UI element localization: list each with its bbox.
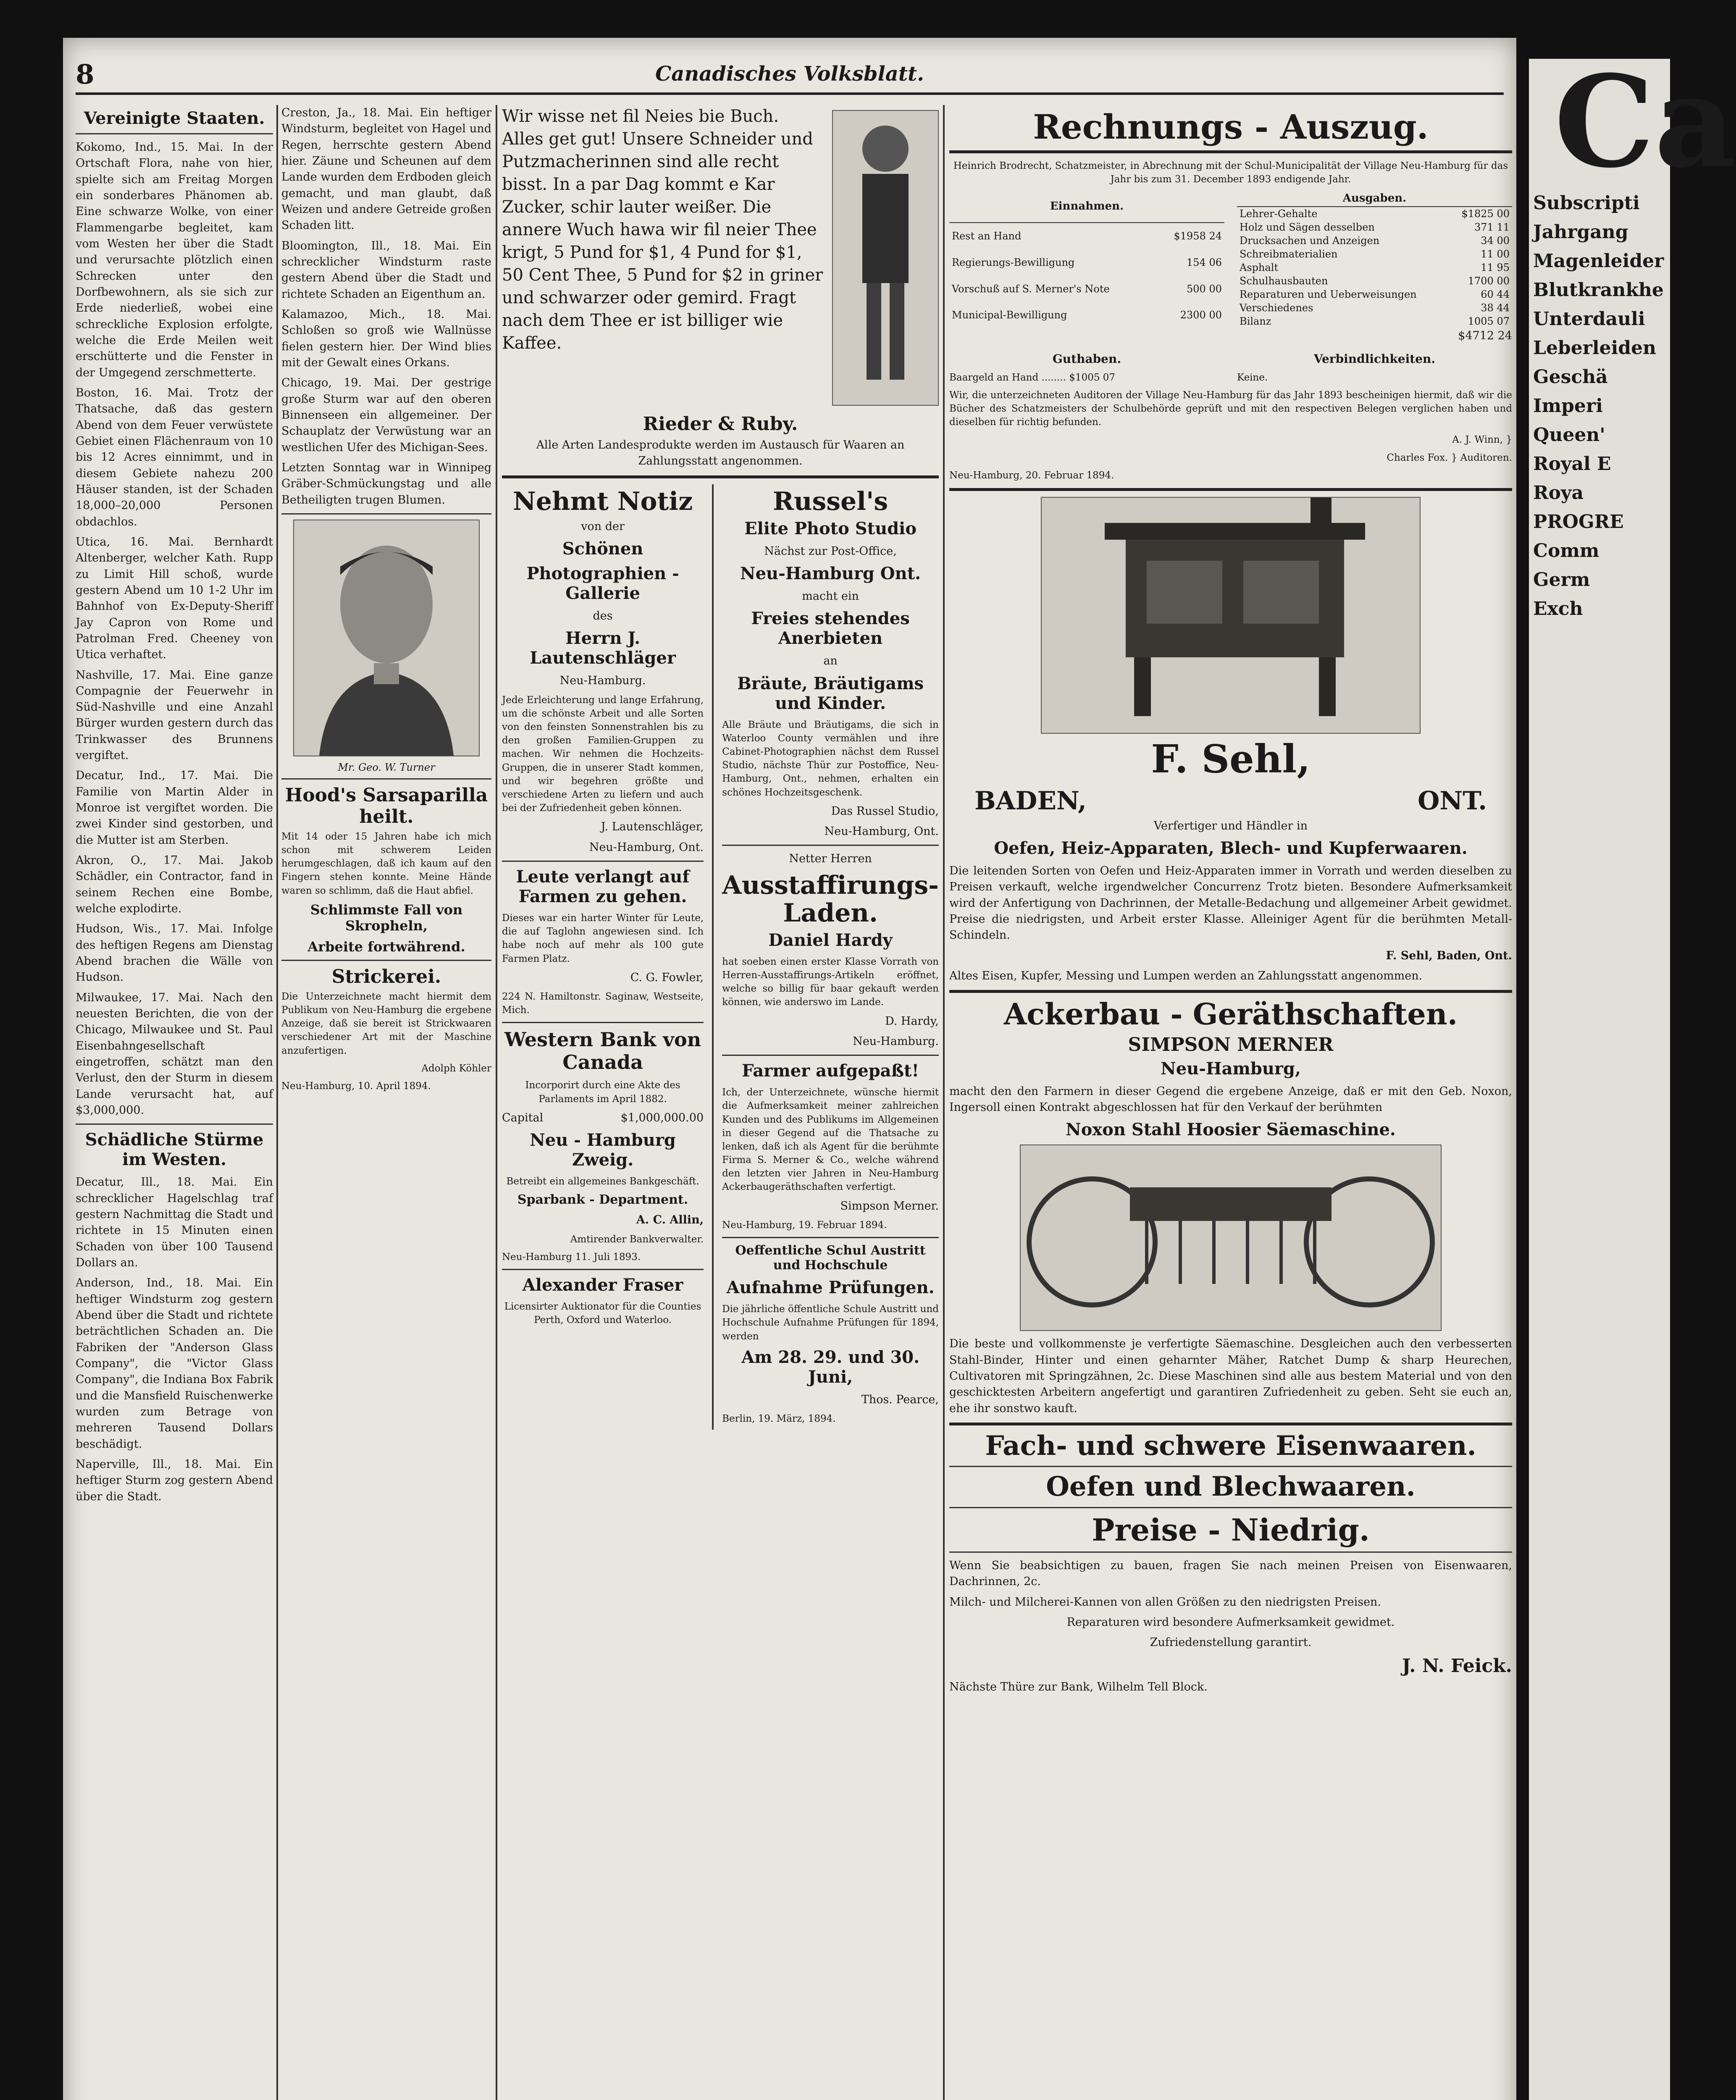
preise-title: Preise - Niedrig.: [1092, 1512, 1370, 1548]
expense-label: Drucksachen und Anzeigen: [1240, 235, 1380, 247]
notiz-title: Nehmt Notiz: [512, 486, 693, 516]
acker-title: Ackerbau - Geräthschaften.: [1003, 997, 1458, 1032]
account-intro: Heinrich Brodrecht, Schatzmeister, in Abrechnung mit der Schul-Municipalität der Village Neu-Hamburg für das Jahr bis zum 31. December 1893 endigende Jahr.: [953, 160, 1508, 185]
article-paragraph: Milwaukee, 17. Mai. Nach den neuesten Berichten, die von der Chicago, Milwaukee und St. Paul Eisenbahngesellschaft eingetroffen, schätzt man den Verlust, den der Sturm in diesem Lande verursacht hat, auf $3,000,000.: [76, 991, 273, 1117]
adjacent-page-item: Royal E: [1533, 453, 1611, 475]
expense-value: 1700 00: [1468, 275, 1510, 287]
notiz-signature: J. Lautenschläger,: [601, 820, 704, 834]
income-value: 2300 00: [1180, 309, 1222, 321]
tea-ad-note: Alle Arten Landesprodukte werden im Austausch für Waaren an Zahlungsstatt angenommen.: [536, 438, 905, 468]
eisen-text: Zufriedenstellung garantirt.: [1150, 1636, 1312, 1649]
account-total: $4712 24: [1458, 329, 1512, 343]
acker-product: Noxon Stahl Hoosier Säemaschine.: [1066, 1120, 1396, 1140]
balance-row: [949, 349, 1512, 388]
expense-value: 1005 07: [1468, 315, 1510, 328]
notiz-line: Herrn J. Lautenschläger: [530, 628, 676, 668]
school-date: Berlin, 19. März, 1894.: [722, 1413, 836, 1425]
expense-label: Lehrer-Gehalte: [1240, 208, 1318, 220]
sehl-name: F. Sehl,: [1151, 736, 1311, 782]
expense-label: Bilanz: [1240, 315, 1271, 328]
eisen-signature: J. N. Feick.: [1402, 1655, 1512, 1677]
portrait-caption: Mr. Geo. W. Turner: [338, 761, 435, 773]
article-paragraph: Anderson, Ind., 18. Mai. Ein heftiger Windsturm zog gestern Abend über die Stadt und richtete beträchtlichen Schaden an. Die Fabriken der "Anderson Glass Company", die "Victor Glass Company", die Indiana Box Fabrik und die Mansfield Ruischenwerke wurden zum Betrage von mehreren Tausend Dollars beschädigt.: [76, 1276, 273, 1451]
acker-text: macht den den Farmern in dieser Gegend die ergebene Anzeige, daß er mit den Geb. Noxon, Ingersoll einen Kontrakt abgeschlossen hat für den Verkauf der berühmten: [949, 1084, 1512, 1114]
fraser-title: Alexander Fraser: [522, 1275, 683, 1295]
boy-figure-icon: [833, 111, 938, 405]
column-1: [76, 105, 273, 2100]
article-paragraph: Akron, O., 17. Mai. Jakob Schädler, ein Contractor, fand in seinem Rechen eine Bombe, welche explodirte.: [76, 854, 273, 916]
hoods-text: Mit 14 oder 15 Jahren habe ich mich schon mit schwerem Leiden herumgeschlagen, daß ich kaum auf den Fingern stehen konnte. Meine Hände waren so schlimm, daß die Haut abfiel.: [281, 831, 491, 896]
income-label: Rest an Hand: [952, 230, 1022, 242]
table-row: [949, 276, 1224, 302]
adjacent-page-item: Geschä: [1533, 366, 1608, 388]
account-text: Wir, die unterzeichneten Auditoren der Village Neu-Hamburg für das Jahr 1893 bescheinigen hiermit, daß wir die Bücher des Schatzmeisters der Schulbehörde geprüft und mit den respectiven Belegen verglichen haben und dieselben für richtig befunden.: [949, 389, 1512, 428]
article-paragraph: Naperville, Ill., 18. Mai. Ein heftiger Sturm zog gestern Abend über die Stadt.: [76, 1457, 273, 1503]
acker-text2: Die beste und vollkommenste je verfertigte Säemaschine. Desgleichen auch den verbesserten Stahl-Binder, Hinter und einen geharnter Mäher, Ratchet Dump & sharp Heurechen, Cultivatoren mit Springzähnen, 2c. Diese Maschinen sind alle aus bestem Material und von den geschicktesten Arbeitern angefertigt und garantiren Zufriedenheit zu geben. Seht sie euch an, ehe ihr sonstwo kauft.: [949, 1337, 1512, 1415]
subcolumn-left: [502, 484, 704, 1430]
bank-title: Western Bank von Canada: [504, 1028, 701, 1074]
liabilities-line: Keine.: [1237, 372, 1268, 383]
expense-value: 11 95: [1481, 262, 1510, 274]
income-value: 500 00: [1187, 283, 1222, 295]
income-value: $1958 24: [1174, 230, 1222, 242]
adjacent-page-item: Unterdauli: [1533, 308, 1645, 330]
notiz-line: des: [593, 609, 613, 622]
stove-icon: [1042, 498, 1420, 733]
income-label: Regierungs-Bewilligung: [952, 257, 1075, 269]
school-title: Oeffentliche Schul Austritt und Hochschule: [735, 1243, 926, 1273]
hoods-subheading: Schlimmste Fall von Skropheln,: [310, 901, 463, 934]
russel-line: Elite Photo Studio: [744, 518, 917, 538]
adjacent-page-item: Subscripti: [1533, 192, 1640, 214]
farm-address: 224 N. Hamiltonstr. Saginaw, Westseite, Mich.: [502, 991, 704, 1016]
table-row: [1237, 247, 1512, 261]
tea-ad: [502, 105, 939, 411]
school-dates: Am 28. 29. und 30. Juni,: [741, 1347, 920, 1387]
income-label: Vorschuß auf S. Merner's Note: [952, 283, 1110, 295]
paper-name: Canadisches Volksblatt.: [655, 62, 924, 86]
sehl-sub: Verfertiger und Händler in: [1153, 819, 1308, 832]
section-heading: Vereinigte Staaten.: [84, 108, 265, 128]
bank-branch: Neu - Hamburg Zweig.: [530, 1130, 676, 1170]
notiz-text: Jede Erleichterung und lange Erfahrung, um die schönste Arbeit und alle Sorten von den feinsten Sonnenstrahlen bis zu den großen Familien-Gruppen zu machen. Wir nehmen die Hochzeits-Gruppen, die in unserer Stadt kommen, und wir begehren größte und verschiedene Arten zu liefern und auch bei der Zufriedenheit geben können.: [502, 694, 704, 814]
adjacent-page-item: Blutkrankhe: [1533, 279, 1664, 301]
income-table: [949, 190, 1224, 328]
eisen-text: Reparaturen wird besondere Aufmerksamkeit gewidmet.: [1066, 1615, 1395, 1629]
account-signature: Charles Fox. } Auditoren.: [1387, 452, 1512, 463]
article-paragraph: Bloomington, Ill., 18. Mai. Ein schrecklicher Windsturm raste gestern Abend über die Stadt und richtete Schaden an Eigenthum an.: [281, 239, 491, 301]
russel-line: Bräute, Bräutigams und Kinder.: [737, 673, 924, 713]
russel-line: Nächst zur Post-Office,: [764, 544, 897, 558]
liabilities-block: [1237, 349, 1512, 388]
farmer-date: Neu-Hamburg, 19. Februar 1894.: [722, 1219, 887, 1231]
russel-line: Freies stehendes Anerbieten: [751, 609, 910, 648]
expense-label: Schreibmaterialien: [1240, 248, 1338, 260]
outfit-pre: Netter Herren: [789, 852, 872, 866]
strickerei-signature: Adolph Köhler: [421, 1063, 491, 1074]
bank-text: Incorporirt durch eine Akte des Parlaments im April 1882.: [525, 1080, 680, 1105]
account-title: Rechnungs - Auszug.: [1033, 107, 1429, 147]
adjacent-page-item: Queen': [1533, 424, 1605, 446]
newspaper-page: [63, 38, 1516, 2100]
eisen-text: Wenn Sie beabsichtigen zu bauen, fragen Sie nach meinen Preisen von Eisenwaaren, Dachrinnen, 2c.: [949, 1559, 1512, 1588]
russel-signature: Neu-Hamburg, Ont.: [824, 825, 939, 838]
column-3: [502, 105, 939, 2100]
adjacent-page-item: Exch: [1533, 598, 1583, 620]
article-paragraph: Creston, Ja., 18. Mai. Ein heftiger Windsturm, begleitet von Hagel und Regen, herrschte gestern Abend hier. Zäune und Scheunen auf dem Lande wurden dem Erdboden gleich gemacht, und man glaubt, daß Weizen und andere Getreide großen Schaden litt.: [281, 106, 491, 232]
section-heading: Schädliche Stürme im Westen.: [85, 1130, 264, 1170]
bank-dept: Sparbank - Department.: [517, 1192, 688, 1208]
outfit-signature: D. Hardy,: [885, 1014, 939, 1028]
outfit-title: Ausstaffirungs-Laden.: [722, 870, 939, 928]
russel-text: Alle Bräute und Bräutigams, die sich in Waterloo County vermählen und ihre Cabinet-Photographien nächst dem Russel Studio, nächste Thür zur Postoffice, Neu-Hamburg, Ont., nehmen, erhalten ein schönes Hochzeitsgeschenk.: [722, 719, 939, 798]
outfit-name: Daniel Hardy: [768, 930, 893, 950]
seed-drill-icon: [1021, 1145, 1441, 1330]
expense-value: 34 00: [1481, 235, 1510, 247]
tea-ad-signature: Rieder & Ruby.: [643, 413, 798, 435]
expense-label: Asphalt: [1240, 262, 1279, 274]
account-date: Neu-Hamburg, 20. Februar 1894.: [949, 470, 1114, 481]
bank-date: Neu-Hamburg 11. Juli 1893.: [502, 1251, 641, 1263]
table-row: [1237, 301, 1512, 315]
adjacent-page-title: Ca: [1554, 47, 1736, 196]
expense-head: Ausgaben.: [1237, 190, 1512, 207]
table-row: [1237, 315, 1512, 328]
subcolumn-divider: [712, 484, 714, 1430]
expense-value: 11 00: [1481, 248, 1510, 260]
adjacent-page-item: Leberleiden: [1533, 337, 1657, 359]
table-row: [949, 223, 1224, 249]
article-paragraph: Decatur, Ill., 18. Mai. Ein schrecklicher Hagelschlag traf gestern Nachmittag die Stadt und richtete in 15 Minuten einen Schaden von über 100 Tausend Dollars an.: [76, 1176, 273, 1269]
expense-value: $1825 00: [1461, 208, 1510, 220]
sehl-location: [949, 784, 1512, 818]
table-row: [949, 249, 1224, 276]
russel-line: macht ein: [802, 589, 859, 603]
adjacent-page-item: Comm: [1533, 540, 1599, 562]
bank-capital: [502, 1110, 704, 1126]
assets-block: [949, 349, 1224, 388]
sehl-place: BADEN,: [974, 786, 1087, 816]
expense-label: Holz und Sägen desselben: [1240, 221, 1375, 234]
bank-signature: Amtirender Bankverwalter.: [570, 1234, 704, 1245]
notiz-line: Neu-Hamburg.: [559, 674, 646, 688]
table-row: [1237, 220, 1512, 234]
sehl-note: Altes Eisen, Kupfer, Messing und Lumpen werden an Zahlungsstatt angenommen.: [949, 969, 1423, 982]
page-number: 8: [76, 59, 95, 90]
article-paragraph: Nashville, 17. Mai. Eine ganze Compagnie der Feuerwehr in Süd-Nashville und eine Anzahl Bürger wurden gestern durch das Trinkwasser des Brunnens vergiftet.: [76, 668, 273, 762]
sehl-province: ONT.: [1418, 786, 1487, 816]
article-paragraph: Boston, 16. Mai. Trotz der Thatsache, daß das gestern Abend von dem Feuer verwüstete Gebiet einen Flächenraum von 10 bis 12 Acres einnimmt, und in diesem Gebiete nahezu 200 Häuser standen, ist der Schaden 18,000–20,000 Personen obdachlos.: [76, 386, 273, 528]
assets-head: Guthaben.: [1052, 352, 1121, 366]
adjacent-page-item: Magenleider: [1533, 250, 1664, 272]
bank-signature: A. C. Allin,: [636, 1213, 704, 1227]
table-row: [1237, 234, 1512, 247]
sehl-signature: F. Sehl, Baden, Ont.: [1386, 949, 1512, 962]
expense-value: 371 11: [1474, 221, 1510, 234]
ofen-title: Oefen und Blechwaaren.: [1046, 1471, 1416, 1503]
stove-illustration: [1041, 497, 1421, 734]
portrait-icon: [294, 520, 479, 756]
table-row: [1237, 261, 1512, 274]
sehl-text: Die leitenden Sorten von Oefen und Heiz-Apparaten immer in Vorrath und werden dieselben zu Preisen verkauft, welche irgendwelcher Concurrenz Trotz bieten. Besondere Aufmerksamkeit wird der Anfertigung von Dachrinnen, der Metalle-Bedachung und allgemeiner Arbeit gewidmet. Preise die niedrigsten, und Arbeit erster Klasse. Alleiniger Agent für die berühmten Metall-Schindeln.: [949, 864, 1512, 942]
acker-place: Neu-Hamburg,: [1161, 1058, 1301, 1079]
farmer-title: Farmer aufgepaßt!: [742, 1061, 919, 1081]
adjacent-page: [1529, 47, 1736, 2100]
fraser-text: Licensirter Auktionator für die Counties Perth, Oxford und Waterloo.: [504, 1301, 701, 1326]
article-paragraph: Kokomo, Ind., 15. Mai. In der Ortschaft Flora, nahe von hier, spielte sich am Freitag Morgen ein sonderbares Phänomen ab. Eine schwarze Wolke, von einer Flammengarbe begleitet, kam vom Westen her über die Stadt und verursachte plötzlich einen Schrecken unter den Dorfbewohnern, als sie sich zur Erde niederließ, wobei eine schreckliche Explosion erfolgte, welche die Erde Meilen weit erschütterte und die Fenster in der Umgegend zerschmetterte.: [76, 141, 273, 379]
farm-text: Dieses war ein harter Winter für Leute, die auf Taglohn angewiesen sind. Ich habe noch auf mehr als 100 gute Farmen Platz.: [502, 912, 704, 964]
account-tables: [949, 190, 1512, 328]
table-row: [1237, 288, 1512, 301]
farm-signature: C. G. Fowler,: [630, 971, 704, 984]
notiz-line: Schönen: [562, 538, 643, 559]
expense-label: Verschiedenes: [1240, 302, 1313, 314]
russel-signature: Das Russel Studio,: [831, 804, 939, 818]
tea-ad-text: Wir wisse net fil Neies bie Buch. Alles get gut! Unsere Schneider und Putzmacherinnen sind alle recht bisst. In a par Dag kommt e Kar Zucker, schir lauter weißer. Die annere Wuch hawa wir fil neier Thee krigt, 5 Pund for $1, 4 Pund for $1, 50 Cent Thee, 5 Pund for $2 in griner und schwarzer oder gemird. Fragt nach dem Thee er ist billiger wie Kaffee.: [502, 107, 823, 353]
sehl-goods: Oefen, Heiz-Apparaten, Blech- und Kupferwaaren.: [994, 838, 1468, 858]
acker-firm: SIMPSON MERNER: [1128, 1034, 1334, 1055]
column-4: [949, 105, 1512, 2100]
adjacent-page-item: Roya: [1533, 482, 1584, 504]
school-signature: Thos. Pearce,: [861, 1393, 939, 1406]
boy-illustration: [832, 110, 939, 406]
expense-value: 60 44: [1481, 289, 1510, 301]
table-row: [1237, 207, 1512, 220]
article-paragraph: Kalamazoo, Mich., 18. Mai. Schloßen so groß wie Wallnüsse fielen gestern hier. Der Wind blies mit der Gewalt eines Orkans.: [281, 307, 491, 369]
expense-value: 38 44: [1481, 302, 1510, 314]
adjacent-page-item: Imperi: [1533, 395, 1603, 417]
farmer-signature: Simpson Merner.: [840, 1199, 939, 1213]
hoods-title: Hood's Sarsaparilla heilt.: [285, 784, 488, 827]
article-paragraph: Chicago, 19. Mai. Der gestrige große Sturm war auf den oberen Binnenseen ein allgemeiner. Der Schauplatz der Verwüstung war an westlichen Ufer des Michigan-Sees.: [281, 376, 491, 454]
income-head: Einnahmen.: [949, 190, 1224, 222]
column-2: [281, 105, 491, 2100]
article-paragraph: Letzten Sonntag war in Winnipeg Gräber-Schmückungstag und alle Betheiligten trugen Blumen.: [281, 461, 491, 507]
bank-capital-label: Capital: [502, 1111, 544, 1124]
outfit-signature: Neu-Hamburg.: [853, 1034, 939, 1048]
article-paragraph: Decatur, Ind., 17. Mai. Die Familie von Martin Alder in Monroe ist vergiftet worden. Die zwei Kinder sind gestorben, und die Mutter ist am Sterben.: [76, 769, 273, 847]
russel-line: Neu-Hamburg Ont.: [740, 563, 921, 583]
adjacent-page-item: Germ: [1533, 569, 1590, 591]
strickerei-title: Strickerei.: [331, 966, 441, 987]
eisen-address: Nächste Thüre zur Bank, Wilhelm Tell Block.: [949, 1680, 1208, 1693]
school-title: Aufnahme Prüfungen.: [726, 1278, 935, 1298]
assets-line: Baargeld an Hand ........ $1005 07: [949, 372, 1116, 383]
strickerei-text: Die Unterzeichnete macht hiermit dem Publikum von Neu-Hamburg die ergebene Anzeige, daß sie bereit ist Strickwaaren verschiedener Art mit der Maschine anzufertigen.: [281, 991, 491, 1056]
expense-table: [1237, 190, 1512, 328]
outfit-text: hat soeben einen erster Klasse Vorrath von Herren-Ausstaffirungs-Artikeln eröffnet, welche so billig für baar gekauft werden können, wie anderswo im Lande.: [722, 956, 939, 1008]
table-row: [949, 302, 1224, 328]
ad-subcolumns: [502, 484, 939, 1430]
column-divider: [496, 105, 497, 2100]
adjacent-page-item: PROGRE: [1533, 511, 1624, 533]
notiz-line: Photographien - Gallerie: [526, 563, 679, 603]
liabilities-head: Verbindlichkeiten.: [1313, 352, 1436, 366]
article-paragraph: Hudson, Wis., 17. Mai. Infolge des heftigen Regens am Dienstag Abend brachen die Wälle von Hudson.: [76, 922, 273, 984]
hoods-subheading: Arbeite fortwährend.: [307, 938, 465, 955]
income-label: Municipal-Bewilligung: [952, 309, 1067, 321]
expense-label: Schulhausbauten: [1240, 275, 1328, 287]
column-divider: [943, 105, 945, 2100]
eisen-text: Milch- und Milcherei-Kannen von allen Größen zu den niedrigsten Preisen.: [949, 1595, 1381, 1609]
bank-branch-text: Betreibt ein allgemeines Bankgeschäft.: [506, 1176, 699, 1187]
adjacent-page-item: Jahrgang: [1533, 221, 1628, 243]
russel-title: Russel's: [772, 486, 888, 516]
article-paragraph: Utica, 16. Mai. Bernhardt Altenberger, welcher Kath. Rupp zu Limit Hill schoß, wurde gestern Abend um 10 1-2 Uhr im Bahnhof von Ex-Deputy-Sheriff Jay Capron von Rome und Patrolman Fred. Cheeney von Utica verhaftet.: [76, 535, 273, 662]
column-divider: [276, 105, 278, 2100]
masthead: [76, 55, 1504, 95]
seed-drill-illustration: [1020, 1144, 1442, 1331]
subcolumn-right: [722, 484, 939, 1430]
portrait-illustration: [293, 520, 480, 756]
bank-capital-value: $1,000,000.00: [620, 1111, 704, 1124]
notiz-signature: Neu-Hamburg, Ont.: [589, 840, 704, 854]
account-signature: A. J. Winn, }: [1452, 434, 1512, 446]
table-row: [1237, 274, 1512, 288]
strickerei-date: Neu-Hamburg, 10. April 1894.: [281, 1080, 431, 1092]
income-value: 154 06: [1187, 257, 1222, 269]
eisen-title: Fach- und schwere Eisenwaaren.: [985, 1430, 1476, 1462]
farmer-text: Ich, der Unterzeichnete, wünsche hiermit die Aufmerksamkeit meiner zahlreichen Kunden und des Publikums im Allgemeinen in dieser Gegend auf die Thatsache zu lenken, daß ich als Agent für die berühmte Firma S. Merner & Co., welche während den letzten vier Jahren in Neu-Hamburg Ackerbaugeräthschaften verfertigt.: [722, 1087, 939, 1193]
farm-title: Leute verlangt auf Farmen zu gehen.: [516, 866, 690, 906]
expense-label: Reparaturen und Ueberweisungen: [1240, 289, 1417, 301]
russel-line: an: [823, 654, 838, 668]
school-text: Die jährliche öffentliche Schule Austritt und Hochschule Aufnahme Prüfungen für 1894, werden: [722, 1304, 939, 1342]
notiz-line: von der: [581, 520, 625, 533]
